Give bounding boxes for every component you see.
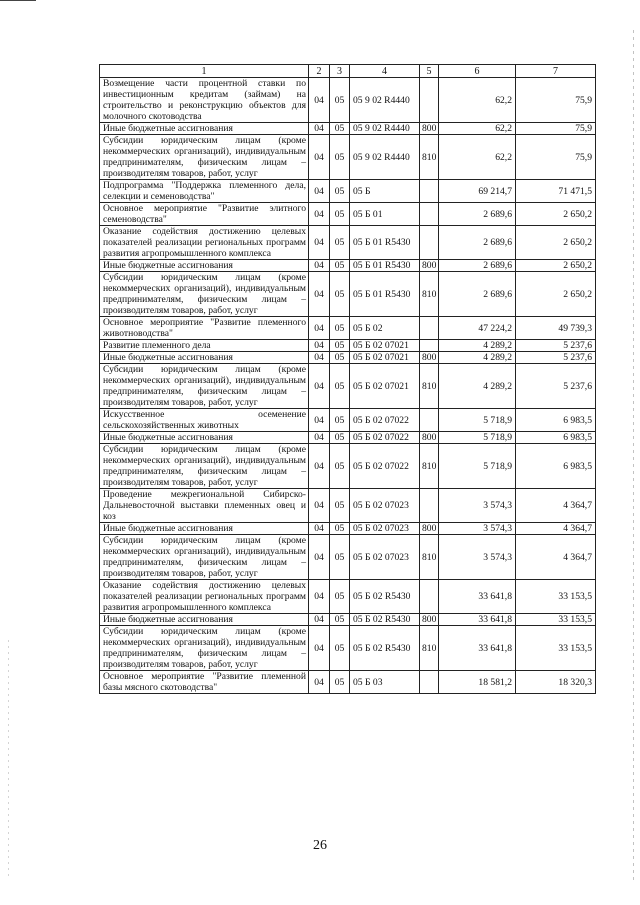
- row-section-cell: 04: [309, 535, 330, 580]
- row-target-article-cell: 05 Б: [350, 180, 420, 203]
- row-expense-type-cell: 810: [420, 364, 439, 409]
- row-expense-type-cell: 800: [420, 614, 439, 626]
- row-amount-year2-cell: 49 739,3: [516, 317, 596, 340]
- row-expense-type-cell: [420, 180, 439, 203]
- row-expense-type-cell: 810: [420, 626, 439, 671]
- row-target-article-cell: 05 Б 01 R5430: [350, 272, 420, 317]
- row-amount-year2-cell: 2 650,2: [516, 272, 596, 317]
- row-subsection-cell: 05: [330, 180, 350, 203]
- row-expense-type-cell: 810: [420, 444, 439, 489]
- row-section-cell: 04: [309, 432, 330, 444]
- row-expense-type-cell: [420, 580, 439, 614]
- row-target-article-cell: 05 9 02 R4440: [350, 135, 420, 180]
- row-expense-type-cell: [420, 78, 439, 123]
- row-expense-type-cell: 800: [420, 523, 439, 535]
- row-amount-year2-cell: 33 153,5: [516, 614, 596, 626]
- row-section-cell: 04: [309, 444, 330, 489]
- row-amount-year2-cell: 4 364,7: [516, 535, 596, 580]
- row-subsection-cell: 05: [330, 523, 350, 535]
- row-amount-year2-cell: 2 650,2: [516, 203, 596, 226]
- row-name-cell: Субсидии юридическим лицам (кроме некоммерческих организаций), индивидуальным предпринимателям, физическим лицам – производителям товаров, работ, услуг: [100, 364, 309, 409]
- row-name-cell: Иные бюджетные ассигнования: [100, 352, 309, 364]
- row-subsection-cell: 05: [330, 226, 350, 260]
- row-section-cell: 04: [309, 272, 330, 317]
- row-subsection-cell: 05: [330, 260, 350, 272]
- table-row: [100, 489, 596, 523]
- row-expense-type-cell: 810: [420, 535, 439, 580]
- row-subsection-cell: 05: [330, 272, 350, 317]
- table-row: [100, 78, 596, 123]
- row-section-cell: 04: [309, 489, 330, 523]
- row-name-cell: Возмещение части процентной ставки по инвестиционным кредитам (займам) на строительство и реконструкцию объектов для молочного скотоводства: [100, 78, 309, 123]
- row-amount-year2-cell: 71 471,5: [516, 180, 596, 203]
- row-amount-year1-cell: 33 641,8: [439, 614, 516, 626]
- header-col-5: 5: [420, 65, 439, 78]
- table-row: [100, 340, 596, 352]
- row-target-article-cell: 05 Б 02 07021: [350, 364, 420, 409]
- row-subsection-cell: 05: [330, 352, 350, 364]
- table-row: [100, 671, 596, 694]
- row-amount-year2-cell: 4 364,7: [516, 489, 596, 523]
- row-expense-type-cell: [420, 671, 439, 694]
- row-amount-year1-cell: 18 581,2: [439, 671, 516, 694]
- table-row: [100, 123, 596, 135]
- budget-table: [99, 64, 596, 694]
- row-target-article-cell: 05 Б 02: [350, 317, 420, 340]
- row-amount-year2-cell: 6 983,5: [516, 432, 596, 444]
- row-expense-type-cell: [420, 317, 439, 340]
- header-col-4: 4: [350, 65, 420, 78]
- row-amount-year2-cell: 2 650,2: [516, 226, 596, 260]
- row-target-article-cell: 05 Б 02 07022: [350, 432, 420, 444]
- row-section-cell: 04: [309, 580, 330, 614]
- row-amount-year1-cell: 62,2: [439, 78, 516, 123]
- row-subsection-cell: 05: [330, 535, 350, 580]
- row-subsection-cell: 05: [330, 78, 350, 123]
- row-subsection-cell: 05: [330, 364, 350, 409]
- row-expense-type-cell: [420, 226, 439, 260]
- row-name-cell: Подпрограмма "Поддержка племенного дела, селекции и семеноводства": [100, 180, 309, 203]
- row-subsection-cell: 05: [330, 340, 350, 352]
- table-row: [100, 260, 596, 272]
- row-target-article-cell: 05 Б 02 R5430: [350, 614, 420, 626]
- table-row: [100, 203, 596, 226]
- row-subsection-cell: 05: [330, 135, 350, 180]
- row-amount-year1-cell: 33 641,8: [439, 580, 516, 614]
- row-target-article-cell: 05 Б 01 R5430: [350, 260, 420, 272]
- table-row: [100, 535, 596, 580]
- row-amount-year2-cell: 5 237,6: [516, 340, 596, 352]
- row-name-cell: Основное мероприятие "Развитие племенного животноводства": [100, 317, 309, 340]
- row-section-cell: 04: [309, 260, 330, 272]
- row-amount-year2-cell: 6 983,5: [516, 444, 596, 489]
- row-name-cell: Субсидии юридическим лицам (кроме некоммерческих организаций), индивидуальным предпринимателям, физическим лицам – производителям товаров, работ, услуг: [100, 626, 309, 671]
- row-subsection-cell: 05: [330, 626, 350, 671]
- scan-edge-right: [633, 30, 634, 880]
- row-section-cell: 04: [309, 123, 330, 135]
- row-target-article-cell: 05 9 02 R4440: [350, 78, 420, 123]
- row-amount-year1-cell: 4 289,2: [439, 340, 516, 352]
- row-expense-type-cell: 800: [420, 260, 439, 272]
- row-name-cell: Иные бюджетные ассигнования: [100, 123, 309, 135]
- row-section-cell: 04: [309, 614, 330, 626]
- row-amount-year1-cell: 3 574,3: [439, 489, 516, 523]
- row-amount-year1-cell: 5 718,9: [439, 444, 516, 489]
- row-amount-year1-cell: 33 641,8: [439, 626, 516, 671]
- row-name-cell: Искусственное осеменение сельскохозяйственных животных: [100, 409, 309, 432]
- row-expense-type-cell: 810: [420, 272, 439, 317]
- header-col-2: 2: [309, 65, 330, 78]
- row-subsection-cell: 05: [330, 671, 350, 694]
- row-amount-year1-cell: 62,2: [439, 135, 516, 180]
- row-amount-year1-cell: 2 689,6: [439, 272, 516, 317]
- row-subsection-cell: 05: [330, 432, 350, 444]
- row-section-cell: 04: [309, 203, 330, 226]
- row-subsection-cell: 05: [330, 203, 350, 226]
- row-amount-year1-cell: 3 574,3: [439, 523, 516, 535]
- table-row: [100, 272, 596, 317]
- table-row: [100, 409, 596, 432]
- row-subsection-cell: 05: [330, 489, 350, 523]
- row-target-article-cell: 05 Б 02 R5430: [350, 626, 420, 671]
- row-subsection-cell: 05: [330, 317, 350, 340]
- row-amount-year1-cell: 5 718,9: [439, 432, 516, 444]
- header-col-1: 1: [100, 65, 309, 78]
- row-target-article-cell: 05 Б 01 R5430: [350, 226, 420, 260]
- row-target-article-cell: 05 Б 01: [350, 203, 420, 226]
- row-amount-year1-cell: 4 289,2: [439, 364, 516, 409]
- row-amount-year1-cell: 2 689,6: [439, 226, 516, 260]
- table-row: [100, 135, 596, 180]
- row-target-article-cell: 05 Б 02 07022: [350, 409, 420, 432]
- row-section-cell: 04: [309, 180, 330, 203]
- table-row: [100, 432, 596, 444]
- row-name-cell: Субсидии юридическим лицам (кроме некоммерческих организаций), индивидуальным предпринимателям, физическим лицам – производителям товаров, работ, услуг: [100, 535, 309, 580]
- row-amount-year2-cell: 75,9: [516, 78, 596, 123]
- row-expense-type-cell: 800: [420, 432, 439, 444]
- table-row: [100, 317, 596, 340]
- table-row: [100, 523, 596, 535]
- row-name-cell: Развитие племенного дела: [100, 340, 309, 352]
- row-target-article-cell: 05 9 02 R4440: [350, 123, 420, 135]
- row-section-cell: 04: [309, 317, 330, 340]
- row-section-cell: 04: [309, 352, 330, 364]
- row-amount-year2-cell: 5 237,6: [516, 364, 596, 409]
- table-row: [100, 614, 596, 626]
- row-subsection-cell: 05: [330, 580, 350, 614]
- table-row: [100, 626, 596, 671]
- row-amount-year2-cell: 6 983,5: [516, 409, 596, 432]
- row-section-cell: 04: [309, 364, 330, 409]
- row-name-cell: Проведение межрегиональной Сибирско-Дальневосточной выставки племенных овец и коз: [100, 489, 309, 523]
- header-col-3: 3: [330, 65, 350, 78]
- row-section-cell: 04: [309, 523, 330, 535]
- table-row: [100, 352, 596, 364]
- row-target-article-cell: 05 Б 02 07021: [350, 340, 420, 352]
- row-name-cell: Субсидии юридическим лицам (кроме некоммерческих организаций), индивидуальным предпринимателям, физическим лицам – производителям товаров, работ, услуг: [100, 135, 309, 180]
- row-expense-type-cell: [420, 489, 439, 523]
- table-header-row: [100, 65, 596, 78]
- row-section-cell: 04: [309, 226, 330, 260]
- row-subsection-cell: 05: [330, 409, 350, 432]
- row-name-cell: Оказание содействия достижению целевых показателей реализации региональных программ развития агропромышленного комплекса: [100, 580, 309, 614]
- row-amount-year2-cell: 75,9: [516, 123, 596, 135]
- row-amount-year2-cell: 5 237,6: [516, 352, 596, 364]
- row-expense-type-cell: 800: [420, 352, 439, 364]
- row-amount-year1-cell: 2 689,6: [439, 260, 516, 272]
- row-name-cell: Оказание содействия достижению целевых показателей реализации региональных программ развития агропромышленного комплекса: [100, 226, 309, 260]
- row-name-cell: Субсидии юридическим лицам (кроме некоммерческих организаций), индивидуальным предпринимателям, физическим лицам – производителям товаров, работ, услуг: [100, 444, 309, 489]
- row-section-cell: 04: [309, 340, 330, 352]
- row-target-article-cell: 05 Б 02 07023: [350, 489, 420, 523]
- row-amount-year2-cell: 33 153,5: [516, 580, 596, 614]
- row-name-cell: Иные бюджетные ассигнования: [100, 614, 309, 626]
- row-amount-year1-cell: 62,2: [439, 123, 516, 135]
- row-section-cell: 04: [309, 626, 330, 671]
- row-section-cell: 04: [309, 671, 330, 694]
- page-number: 26: [313, 838, 327, 853]
- row-target-article-cell: 05 Б 02 R5430: [350, 580, 420, 614]
- row-expense-type-cell: [420, 340, 439, 352]
- row-amount-year2-cell: 33 153,5: [516, 626, 596, 671]
- row-amount-year2-cell: 2 650,2: [516, 260, 596, 272]
- row-target-article-cell: 05 Б 02 07023: [350, 523, 420, 535]
- row-amount-year1-cell: 3 574,3: [439, 535, 516, 580]
- row-expense-type-cell: [420, 203, 439, 226]
- table-row: [100, 226, 596, 260]
- table-body: [100, 78, 596, 694]
- row-target-article-cell: 05 Б 02 07023: [350, 535, 420, 580]
- row-subsection-cell: 05: [330, 444, 350, 489]
- row-section-cell: 04: [309, 78, 330, 123]
- row-target-article-cell: 05 Б 02 07022: [350, 444, 420, 489]
- row-expense-type-cell: 800: [420, 123, 439, 135]
- row-subsection-cell: 05: [330, 123, 350, 135]
- row-section-cell: 04: [309, 135, 330, 180]
- header-col-6: 6: [439, 65, 516, 78]
- table-row: [100, 364, 596, 409]
- row-amount-year1-cell: 47 224,2: [439, 317, 516, 340]
- scan-mark: [0, 0, 36, 1]
- header-col-7: 7: [516, 65, 596, 78]
- row-amount-year2-cell: 4 364,7: [516, 523, 596, 535]
- row-name-cell: Субсидии юридическим лицам (кроме некоммерческих организаций), индивидуальным предпринимателям, физическим лицам – производителям товаров, работ, услуг: [100, 272, 309, 317]
- table-row: [100, 580, 596, 614]
- row-amount-year1-cell: 69 214,7: [439, 180, 516, 203]
- table-row: [100, 180, 596, 203]
- row-amount-year1-cell: 4 289,2: [439, 352, 516, 364]
- table-row: [100, 444, 596, 489]
- row-target-article-cell: 05 Б 03: [350, 671, 420, 694]
- row-target-article-cell: 05 Б 02 07021: [350, 352, 420, 364]
- row-amount-year2-cell: 18 320,3: [516, 671, 596, 694]
- row-name-cell: Основное мероприятие "Развитие элитного семеноводства": [100, 203, 309, 226]
- row-expense-type-cell: [420, 409, 439, 432]
- row-name-cell: Основное мероприятие "Развитие племенной базы мясного скотоводства": [100, 671, 309, 694]
- row-amount-year1-cell: 2 689,6: [439, 203, 516, 226]
- row-amount-year2-cell: 75,9: [516, 135, 596, 180]
- row-section-cell: 04: [309, 409, 330, 432]
- row-amount-year1-cell: 5 718,9: [439, 409, 516, 432]
- row-name-cell: Иные бюджетные ассигнования: [100, 260, 309, 272]
- row-subsection-cell: 05: [330, 614, 350, 626]
- row-name-cell: Иные бюджетные ассигнования: [100, 432, 309, 444]
- row-expense-type-cell: 810: [420, 135, 439, 180]
- row-name-cell: Иные бюджетные ассигнования: [100, 523, 309, 535]
